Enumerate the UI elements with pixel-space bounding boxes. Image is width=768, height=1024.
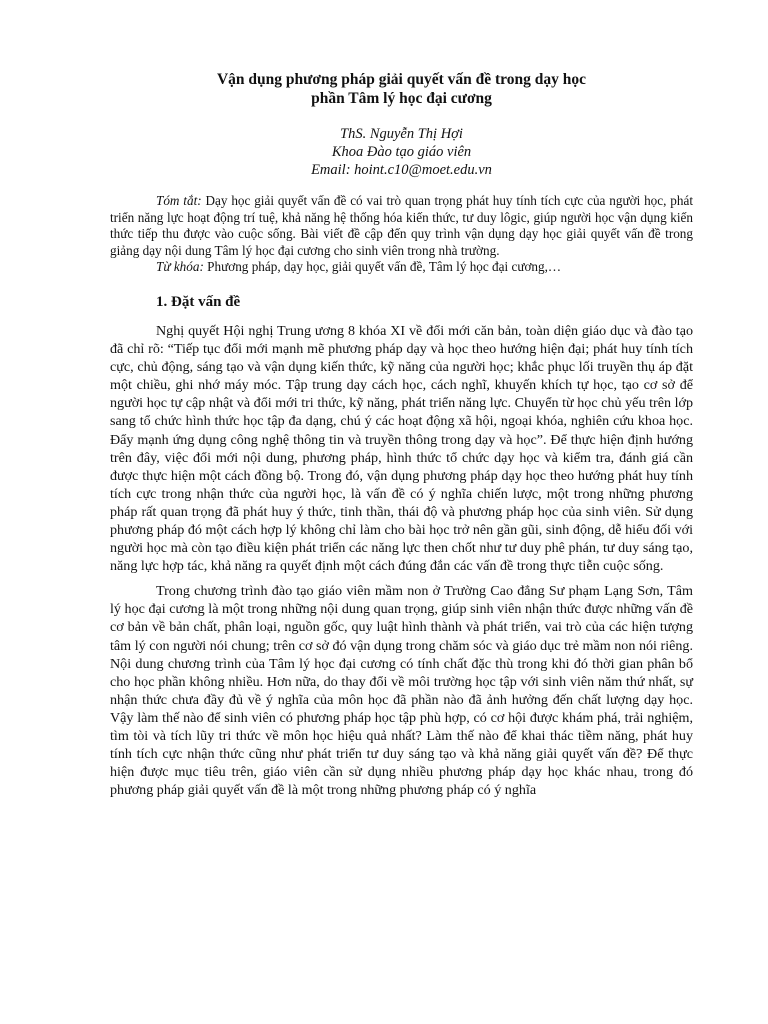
- body-paragraph-1: Nghị quyết Hội nghị Trung ương 8 khóa XI về đổi mới căn bản, toàn diện giáo dục và đào tạo đã chỉ rõ: “Tiếp tục đổi mới mạnh mẽ phương pháp dạy và học theo hướng hiện đại; phát huy tính tích cực, chủ động, sáng tạo và vận dụng kiến thức, kỹ năng của người học; khắc phục lối truyền thụ áp đặt một chiều, ghi nhớ máy móc. Tập trung dạy cách học, cách nghĩ, khuyến khích tự học, tạo cơ sở để người học tự cập nhật và đổi mới tri thức, kỹ năng, phát triển năng lực. Chuyển từ học chủ yếu trên lớp sang tổ chức hình thức học tập đa dạng, chú ý các hoạt động xã hội, ngoại khóa, nghiên cứu khoa học. Đẩy mạnh ứng dụng công nghệ thông tin và truyền thông trong dạy và học”. Để thực hiện định hướng trên đây, việc đổi mới nội dung, phương pháp, hình thức tổ chức dạy học và kiểm tra, đánh giá cần được thực hiện một cách đồng bộ. Trong đó, vận dụng phương pháp dạy học theo hướng phát huy tính tích cực trong nhận thức của người học, là vấn đề có ý nghĩa chiến lược, một trong những phương pháp rất quan trọng đã phát huy ý thức, tinh thần, thái độ và phương pháp học của sinh viên. Sử dụng phương pháp đó một cách hợp lý không chỉ làm cho bài học trở nên gần gũi, sinh động, dễ hiểu đối với người học mà còn tạo điều kiện phát triển các năng lực then chốt như tư duy phê phán, tư duy sáng tạo, năng lực hợp tác, khả năng ra quyết định một cách đúng đắn các vấn đề trong thực tiễn cuộc sống.: [110, 322, 693, 575]
- title-line-2: phần Tâm lý học đại cương: [311, 90, 492, 107]
- abstract-summary: [110, 193, 693, 259]
- author-block: [110, 125, 693, 179]
- author-email: Email: hoint.c10@moet.edu.vn: [311, 162, 492, 178]
- section-heading: 1. Đặt vấn đề: [156, 293, 241, 310]
- abstract-keywords: [110, 259, 693, 276]
- article-title: [110, 70, 693, 108]
- author-affiliation: Khoa Đào tạo giáo viên: [331, 144, 472, 160]
- keywords-text: Phương pháp, dạy học, giải quyết vấn đề, Tâm lý học đại cương,…: [203, 259, 562, 275]
- keywords-label: Từ khóa:: [156, 259, 204, 275]
- paper-page: [110, 70, 693, 799]
- abstract: [110, 193, 693, 276]
- body-paragraph-2: Trong chương trình đào tạo giáo viên mầm non ở Trường Cao đẳng Sư phạm Lạng Sơn, Tâm lý học đại cương là một trong những nội dung quan trọng, giúp sinh viên nhận thức được những vấn đề cơ bản về bản chất, phân loại, nguồn gốc, quy luật hình thành và phát triển, vai trò của các hiện tượng tâm lý con người nói chung; trên cơ sở đó vận dụng trong chăm sóc và giáo dục trẻ mầm non nói riêng. Nội dung chương trình của Tâm lý học đại cương có tính chất đặc thù trong khi đó thời gian phân bổ cho học phần không nhiều. Hơn nữa, do thay đổi về môi trường học tập với sinh viên năm thứ nhất, sự nhận thức chưa đầy đủ về ý nghĩa của môn học đã phần nào đã ảnh hưởng đến chất lượng dạy học. Vậy làm thế nào để sinh viên có phương pháp học tập phù hợp, có cơ hội được khám phá, trải nghiệm, tìm tòi và tích lũy tri thức về môn học hiệu quả nhất? Làm thế nào để khai thác tiềm năng, phát huy tính tích cực nhận thức cũng như phát triển tư duy sáng tạo và khả năng giải quyết vấn đề? Để thực hiện được mục tiêu trên, giáo viên cần sử dụng nhiều phương pháp dạy học khác nhau, trong đó phương pháp giải quyết vấn đề là một trong những phương pháp có ý nghĩa: [110, 583, 693, 799]
- author-name: ThS. Nguyễn Thị Hợi: [340, 126, 463, 142]
- summary-label: Tóm tắt:: [156, 193, 202, 208]
- summary-text: Dạy học giải quyết vấn đề có vai trò quan trọng phát huy tính tích cực của người học, phát triển năng lực hoạt động trí tuệ, khả năng hệ thống hóa kiến thức, tư duy lôgic, giúp người học vận dụng kiến thức tiếp thu được vào cuộc sống. Bài viết đề cập đến quy trình vận dụng dạy học giải quyết vấn đề trong giảng dạy nội dung Tâm lý học đại cương cho sinh viên trong nhà trường.: [110, 193, 693, 258]
- title-line-1: Vận dụng phương pháp giải quyết vấn đề trong dạy học: [216, 71, 587, 88]
